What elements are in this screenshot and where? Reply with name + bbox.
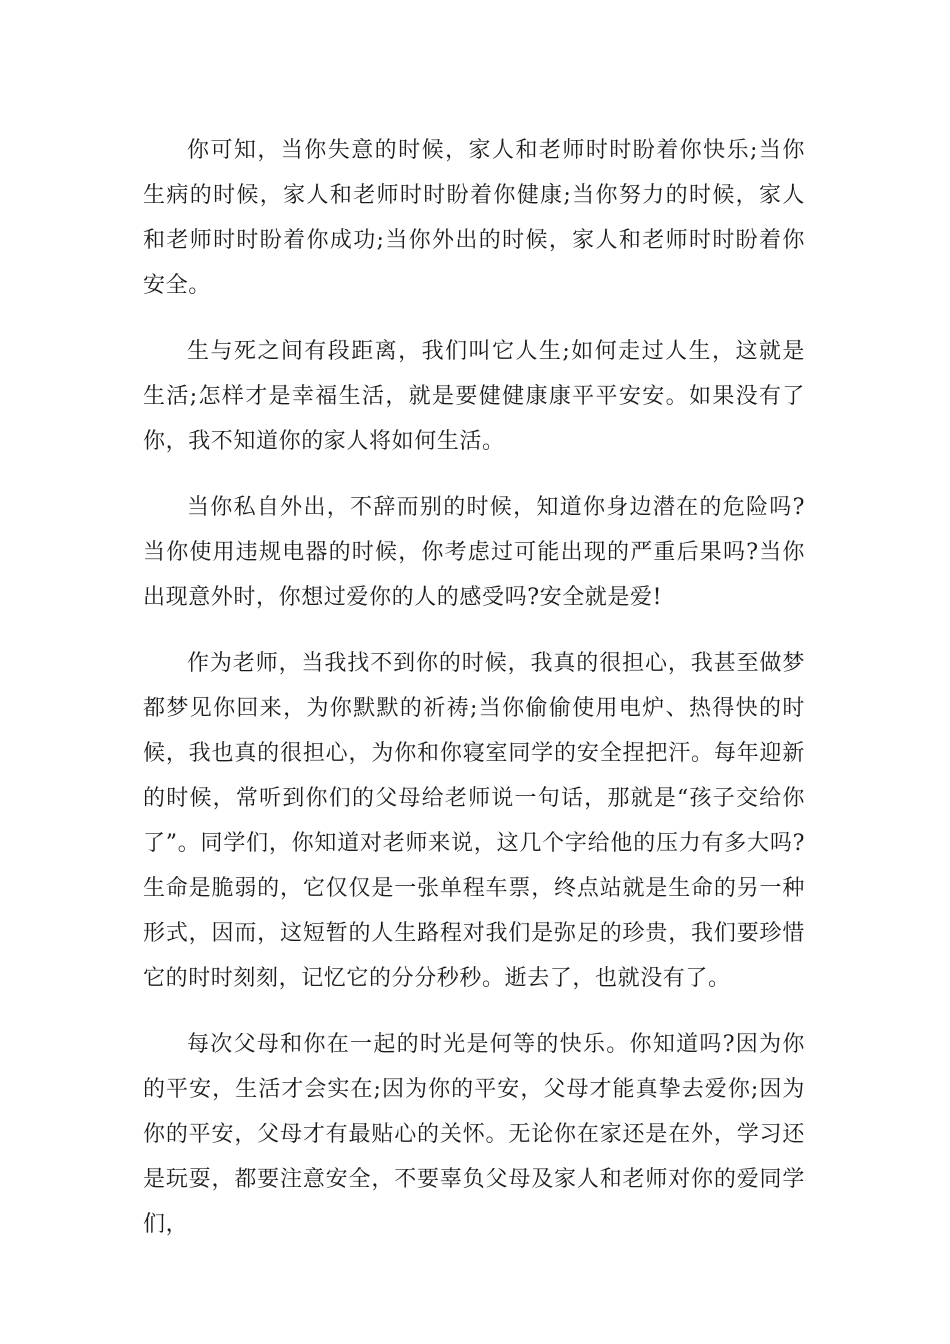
paragraph-3: 当你私自外出，不辞而别的时候，知道你身边潜在的危险吗?当你使用违规电器的时候，你考虑过可能出现的严重后果吗?当你出现意外时，你想过爱你的人的感受吗?安全就是爱!: [143, 495, 805, 610]
document-body: [143, 128, 805, 1247]
paragraph-2: 生与死之间有段距离，我们叫它人生;如何走过人生，这就是生活;怎样才是幸福生活，就是要健健康康平平安安。如果没有了你，我不知道你的家人将如何生活。: [143, 339, 805, 454]
paragraph-1: 你可知，当你失意的时候，家人和老师时时盼着你快乐;当你生病的时候，家人和老师时时盼着你健康;当你努力的时候，家人和老师时时盼着你成功;当你外出的时候，家人和老师时时盼着你安全。: [143, 138, 805, 298]
paragraph-5: 每次父母和你在一起的时光是何等的快乐。你知道吗?因为你的平安，生活才会实在;因为你的平安，父母才能真挚去爱你;因为你的平安，父母才有最贴心的关怀。无论你在家还是在外，学习还是玩耍，都要注意安全，不要辜负父母及家人和老师对你的爱同学们，: [143, 1032, 805, 1237]
paragraph-4: 作为老师，当我找不到你的时候，我真的很担心，我甚至做梦都梦见你回来，为你默默的祈祷;当你偷偷使用电炉、热得快的时候，我也真的很担心，为你和你寝室同学的安全捏把汗。每年迎新的时候，常听到你们的父母给老师说一句话，那就是“孩子交给你了”。同学们，你知道对老师来说，这几个字给他的压力有多大吗?生命是脆弱的，它仅仅是一张单程车票，终点站就是生命的另一种形式，因而，这短暂的人生路程对我们是弥足的珍贵，我们要珍惜它的时时刻刻，记忆它的分分秒秒。逝去了，也就没有了。: [143, 651, 805, 991]
